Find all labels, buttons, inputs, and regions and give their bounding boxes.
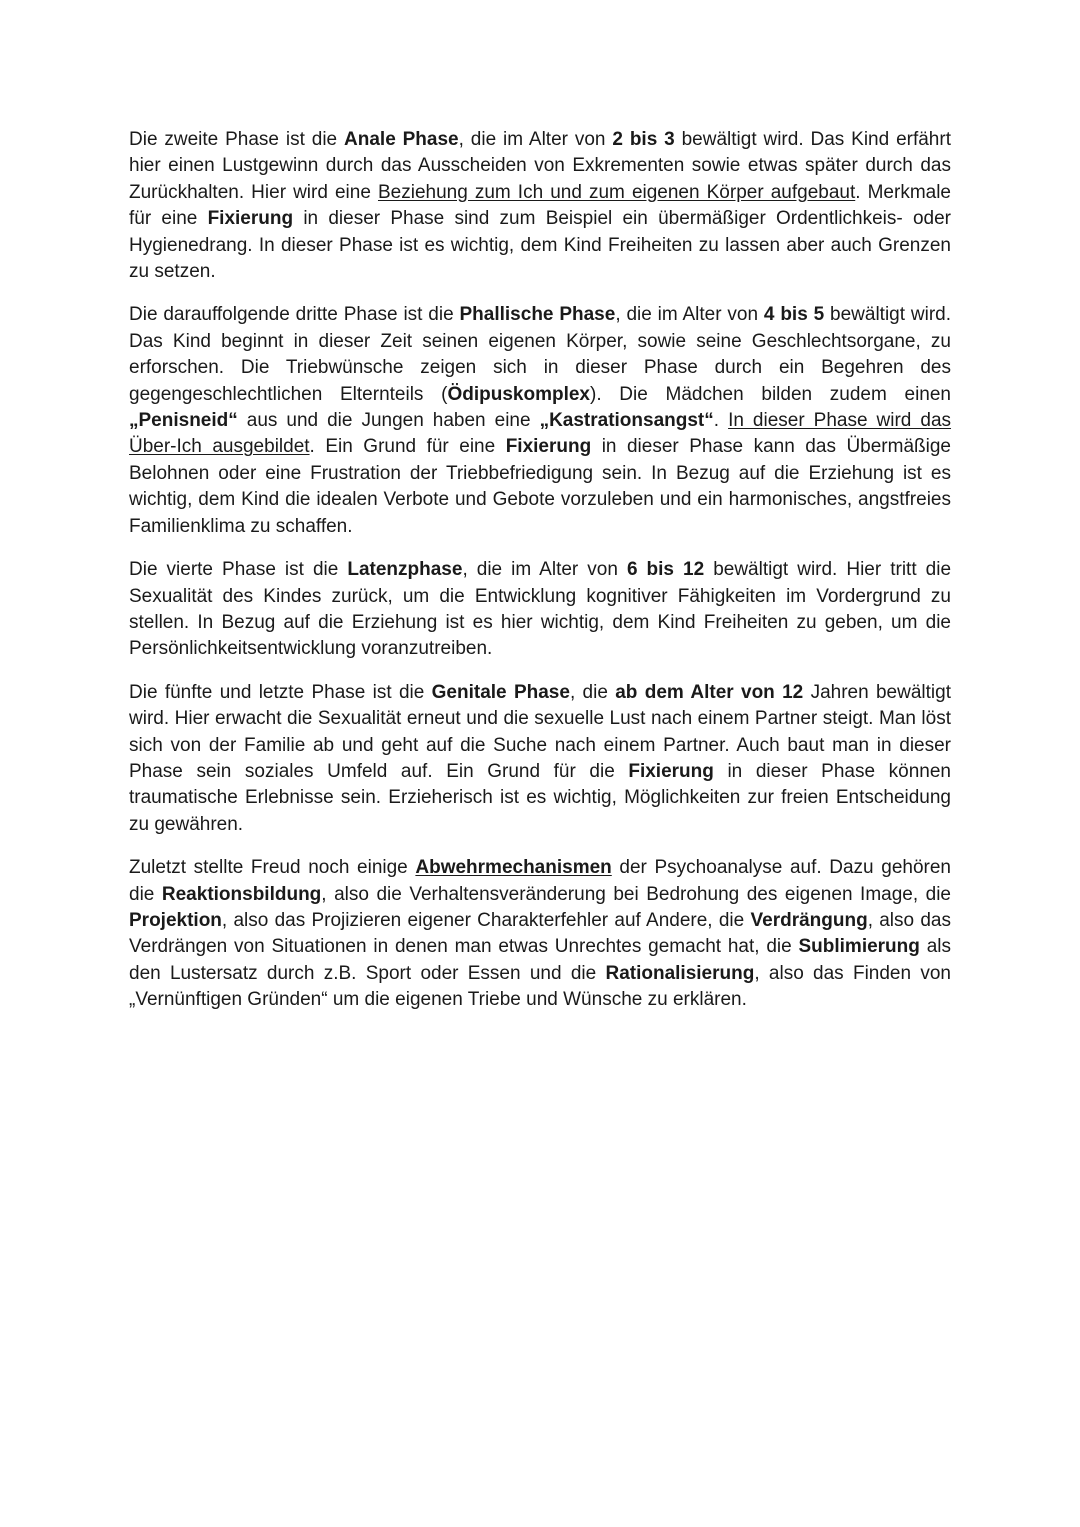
text-segment: Die vierte Phase ist die: [129, 559, 348, 581]
text-segment: , also das Projizieren eigener Charakterfehler auf Andere, die: [221, 909, 751, 931]
text-segment: , die im Alter von: [462, 559, 627, 581]
paragraph-genital-phase: [129, 680, 951, 838]
text-segment: , also das Verdrängen von Situationen in denen man etwas Unrechtes gemacht hat, die: [129, 909, 952, 958]
text-segment: Genitale Phase: [431, 681, 570, 703]
text-segment: Rationalisierung: [605, 962, 755, 984]
text-segment: als den Lustersatz durch z.B. Sport oder Essen und die: [129, 936, 951, 984]
text-segment: Die zweite Phase ist die: [129, 129, 345, 150]
text-segment: Jahren bewältigt wird. Hier erwacht die Sexualität erneut und die sexuelle Lust nach einem Partner steigt. Man löst sich von der Familie ab und geht auf die Suche nach einem Partner. Auch baut man in dieser Phase sein soziales Umfeld auf. Ein Grund für die: [129, 681, 951, 782]
text-segment: Abwehrmechanismen: [415, 857, 612, 879]
text-segment: Phallische Phase: [459, 304, 616, 326]
text-segment: , die im Alter von: [615, 304, 764, 326]
paragraph-defense-mechanisms: [129, 855, 951, 1013]
text-segment: Die darauffolgende dritte Phase ist die: [129, 304, 460, 326]
text-segment: Zuletzt stellte Freud noch einige: [129, 857, 416, 879]
text-segment: Reaktionsbildung: [161, 883, 322, 905]
text-segment: ab dem Alter von 12: [615, 681, 804, 703]
text-segment: . Ein Grund für eine: [309, 436, 506, 458]
paragraph-anal-phase: [129, 127, 951, 285]
text-segment: .: [713, 410, 729, 432]
text-segment: Fixierung: [628, 760, 714, 782]
text-segment: aus und die Jungen haben eine: [237, 410, 540, 432]
document-page: [129, 127, 951, 1031]
text-segment: Verdrängung: [750, 909, 868, 931]
text-segment: . Merkmale für eine: [129, 181, 951, 230]
text-segment: bewältigt wird. Das Kind erfährt hier einen Lustgewinn durch das Ausscheiden von Exkrementen sowie etwas später durch das Zurückhalten. Hier wird eine: [129, 129, 951, 203]
text-segment: Ödipuskomplex: [447, 383, 590, 405]
text-segment: Beziehung zum Ich und zum eigenen Körper aufgebaut: [377, 181, 856, 203]
text-segment: Fixierung: [207, 208, 294, 230]
text-segment: bewältigt wird. Das Kind beginnt in dieser Zeit seinen eigenen Körper, sowie seine Geschlechtsorgane, zu erforschen. Die Triebwünsche zeigen sich in dieser Phase durch ein Begehren des gegengeschlechtlichen Elternteils (: [129, 304, 951, 405]
text-segment: , die: [569, 681, 616, 703]
text-segment: In dieser Phase wird das Über-Ich ausgebildet: [129, 410, 952, 458]
text-segment: Latenzphase: [347, 559, 463, 581]
text-segment: , die im Alter von: [458, 129, 613, 150]
paragraph-latency-phase: [129, 557, 951, 663]
text-segment: Die fünfte und letzte Phase ist die: [129, 681, 432, 703]
text-segment: „Kastrationsangst“: [539, 410, 714, 432]
text-segment: ). Die Mädchen bilden zudem einen: [590, 383, 951, 405]
text-segment: „Penisneid“: [129, 410, 238, 432]
text-segment: in dieser Phase kann das Übermäßige Belohnen oder eine Frustration der Triebbefriedigung sein. In Bezug auf die Erziehung ist es wichtig, dem Kind die idealen Verbote und Gebote vorzuleben und ein harmonisches, angstfreies Familienklima zu schaffen.: [129, 436, 951, 537]
text-segment: 4 bis 5: [763, 304, 825, 326]
text-segment: in dieser Phase sind zum Beispiel ein übermäßiger Ordentlichkeis- oder Hygienedrang. In dieser Phase ist es wichtig, dem Kind Freiheiten zu lassen aber auch Grenzen zu setzen.: [129, 208, 951, 283]
text-segment: Projektion: [129, 909, 222, 931]
text-segment: in dieser Phase können traumatische Erlebnisse sein. Erzieherisch ist es wichtig, Möglichkeiten zur freien Entscheidung zu gewähren.: [129, 760, 951, 835]
text-segment: , also das Finden von „Vernünftigen Gründen“ um die eigenen Triebe und Wünsche zu erklären.: [129, 962, 951, 1011]
text-segment: Fixierung: [505, 436, 592, 458]
text-segment: , also die Verhaltensveränderung bei Bedrohung des eigenen Image, die: [321, 883, 951, 905]
text-segment: 2 bis 3: [612, 129, 675, 150]
text-segment: Anale Phase: [344, 129, 459, 150]
text-segment: der Psychoanalyse auf. Dazu gehören die: [129, 857, 951, 905]
text-segment: 6 bis 12: [626, 559, 705, 581]
text-segment: Sublimierung: [798, 936, 920, 958]
paragraph-phallic-phase: [129, 302, 951, 540]
text-segment: bewältigt wird. Hier tritt die Sexualität des Kindes zurück, um die Entwicklung kognitiver Fähigkeiten im Vordergrund zu stellen. In Bezug auf die Erziehung ist es hier wichtig, dem Kind Freiheiten zu geben, um die Persönlichkeitsentwicklung voranzutreiben.: [129, 559, 952, 660]
